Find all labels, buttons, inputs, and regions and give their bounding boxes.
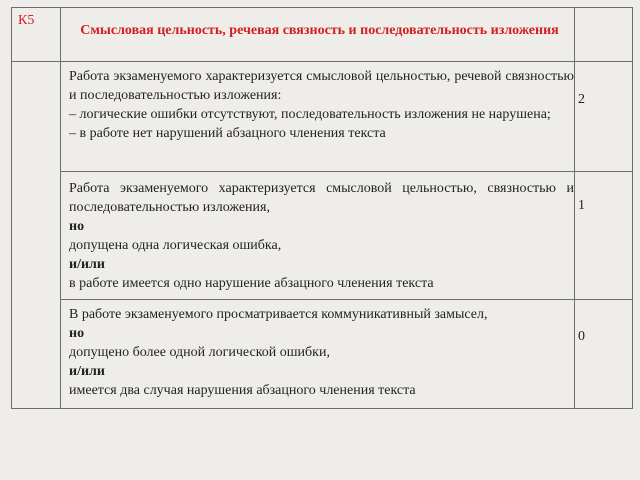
criterion-title: Смысловая цельность, речевая связность и последовательность изложения xyxy=(80,23,559,38)
description-line: и/или xyxy=(69,364,105,379)
description-line: Работа экзаменуемого характеризуется смысловой цельностью, речевой связностью и последовательностью изложения: xyxy=(69,69,574,103)
column-divider-code xyxy=(60,8,61,408)
row-divider-score-1 xyxy=(61,299,633,300)
description-line: Работа экзаменуемого характеризуется смысловой цельностью, связностью и последовательностью изложения, xyxy=(69,181,574,215)
row-score-0-description xyxy=(69,305,574,400)
description-line: в работе имеется одно нарушение абзацного членения текста xyxy=(69,276,434,291)
row-score-1-description xyxy=(69,179,574,293)
criterion-code: К5 xyxy=(18,13,35,28)
description-line: – логические ошибки отсутствуют, последовательность изложения не нарушена; xyxy=(69,107,551,122)
description-line: В работе экзаменуемого просматривается коммуникативный замысел, xyxy=(69,307,488,322)
description-line: но xyxy=(69,219,85,234)
description-line: и/или xyxy=(69,257,105,272)
row-divider-header xyxy=(11,61,633,62)
description-line: допущена одна логическая ошибка, xyxy=(69,238,282,253)
description-line: – в работе нет нарушений абзацного членения текста xyxy=(69,126,386,141)
score-2: 2 xyxy=(578,92,585,107)
row-score-2-description xyxy=(69,67,574,143)
description-line: допущено более одной логической ошибки, xyxy=(69,345,330,360)
column-divider-score xyxy=(574,8,575,408)
score-0: 0 xyxy=(578,329,585,344)
description-line: но xyxy=(69,326,85,341)
score-1: 1 xyxy=(578,198,585,213)
row-divider-score-2 xyxy=(61,171,633,172)
description-line: имеется два случая нарушения абзацного членения текста xyxy=(69,383,416,398)
